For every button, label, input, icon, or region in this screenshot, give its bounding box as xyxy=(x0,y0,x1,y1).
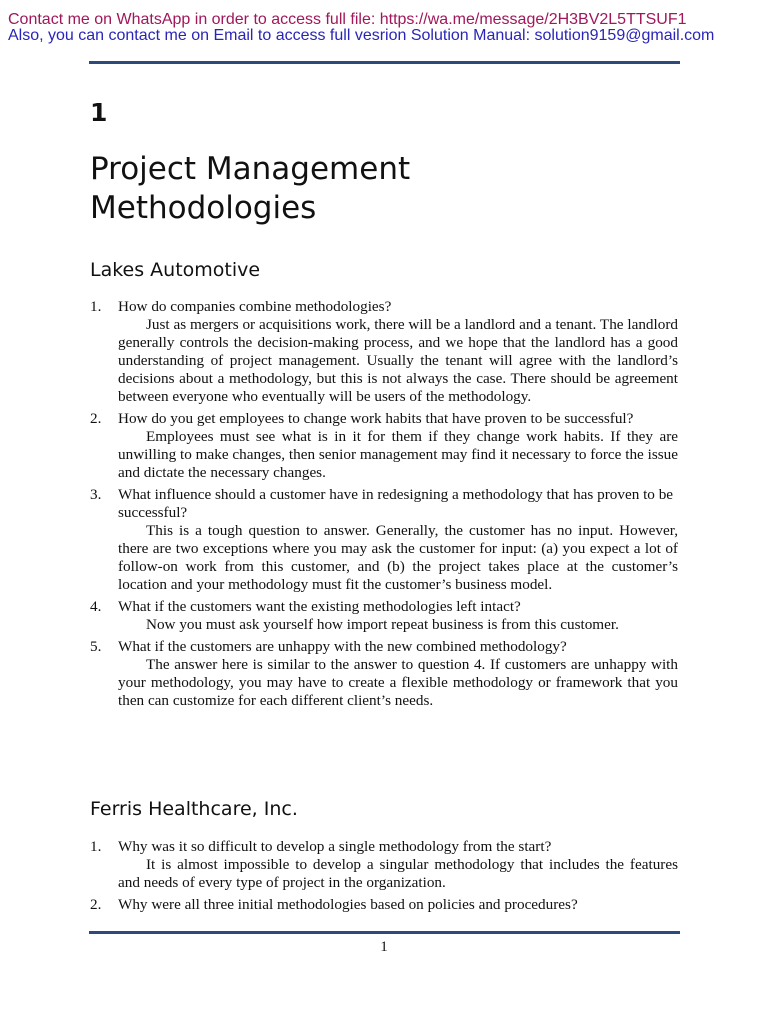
whatsapp-contact-line[interactable]: Contact me on WhatsApp in order to access full file: https://wa.me/message/2H3BV2L5TTSUF1 xyxy=(8,11,687,28)
question-item xyxy=(90,638,678,656)
question-number: 3. xyxy=(90,486,102,503)
bottom-rule xyxy=(89,931,680,934)
answer-text: It is almost impossible to develop a singular methodology that includes the features and needs of every type of project in the organization. xyxy=(118,856,678,891)
top-rule xyxy=(89,61,680,64)
answer-text: The answer here is similar to the answer to question 4. If customers are unhappy with your methodology, you may have to create a flexible methodology or framework that you then can customize for each different client’s needs. xyxy=(118,656,678,709)
question-text: How do you get employees to change work habits that have proven to be successful? xyxy=(118,410,634,427)
lakes-automotive-qa xyxy=(90,298,678,710)
question-text: Why was it so difficult to develop a single methodology from the start? xyxy=(118,838,552,855)
answer-text: This is a tough question to answer. Generally, the customer has no input. However, there are two exceptions where you may ask the customer for input: (a) you expect a lot of follow-on work from this customer, and (b) the project takes place at the customer’s location and your methodology must fit the customer’s business model. xyxy=(118,522,678,593)
question-number: 1. xyxy=(90,298,102,315)
question-number: 1. xyxy=(90,838,102,855)
question-text: What if the customers want the existing methodologies left intact? xyxy=(118,598,521,615)
ferris-healthcare-qa xyxy=(90,838,678,914)
question-text: Why were all three initial methodologies based on policies and procedures? xyxy=(118,896,578,913)
section-heading-ferris-healthcare: Ferris Healthcare, Inc. xyxy=(90,798,298,820)
email-contact-line[interactable]: Also, you can contact me on Email to access full vesrion Solution Manual: solution9159@gmail.com xyxy=(8,27,715,44)
page-number: 1 xyxy=(380,939,388,955)
question-text: How do companies combine methodologies? xyxy=(118,298,392,315)
section-heading-lakes-automotive: Lakes Automotive xyxy=(90,259,261,281)
answer-text: Employees must see what is in it for them if they change work habits. If they are unwilling to make changes, then senior management may find it necessary to force the issue and dictate the necessary changes. xyxy=(118,428,678,481)
answer-text: Now you must ask yourself how import repeat business is from this customer. xyxy=(146,616,619,633)
chapter-number: 1 xyxy=(90,98,108,127)
question-text: What influence should a customer have in redesigning a methodology that has proven to be successful? xyxy=(118,486,674,521)
question-item xyxy=(90,298,678,316)
question-item xyxy=(90,598,678,616)
question-item xyxy=(90,486,678,522)
question-number: 4. xyxy=(90,598,102,615)
question-number: 2. xyxy=(90,896,102,913)
question-item xyxy=(90,410,678,428)
question-number: 5. xyxy=(90,638,102,655)
chapter-title-text: Project Management Methodologies xyxy=(90,151,411,226)
question-item xyxy=(90,896,678,914)
question-item xyxy=(90,838,678,856)
question-text: What if the customers are unhappy with the new combined methodology? xyxy=(118,638,567,655)
chapter-title xyxy=(90,150,450,228)
answer-text: Just as mergers or acquisitions work, there will be a landlord and a tenant. The landlord generally controls the decision-making process, and we hope that the landlord has a good understanding of project management. Usually the tenant will agree with the landlord’s decisions about a methodology, but this is not always the case. There should be agreement between everyone who eventually will be users of the methodology. xyxy=(118,316,678,405)
question-number: 2. xyxy=(90,410,102,427)
